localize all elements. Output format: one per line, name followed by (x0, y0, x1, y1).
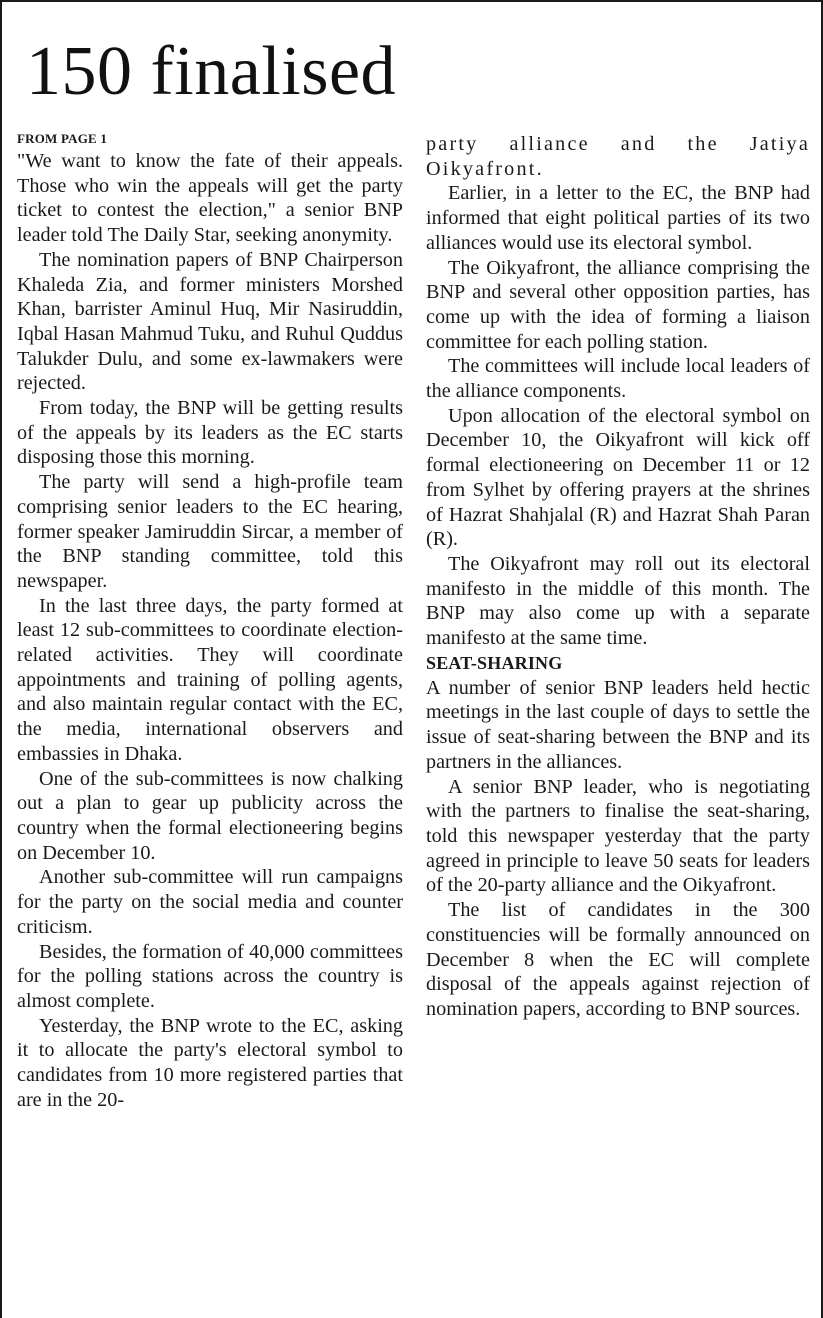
headline: 150 finalised (26, 33, 397, 110)
paragraph: The committees will include local leaders of the alliance components. (426, 355, 810, 403)
paragraph: Besides, the formation of 40,000 committees for the polling stations across the country is almost complete. (17, 940, 403, 1012)
article-column-left (17, 129, 403, 1112)
paragraph: One of the sub-committees is now chalking out a plan to gear up publicity across the country when the formal electioneering begins on December 10. (17, 767, 403, 864)
dateline: FROM PAGE 1 (17, 131, 108, 146)
paragraph: From today, the BNP will be getting results of the appeals by its leaders as the EC starts disposing those this morning. (17, 397, 403, 469)
paragraph: The list of candidates in the 300 constituencies will be formally announced on December 8 when the EC will complete disposal of the appeals against rejection of nomination papers, according to BNP sources. (426, 899, 810, 1020)
paragraph: The Oikyafront, the alliance comprising the BNP and several other opposition parties, has come up with the idea of forming a liaison committee for each polling station. (426, 256, 810, 353)
paragraph: "We want to know the fate of their appeals. Those who win the appeals will get the party ticket to contest the election," a senior BNP leader told The Daily Star, seeking anonymity. (17, 150, 403, 247)
paragraph: A number of senior BNP leaders held hectic meetings in the last couple of days to settle the issue of seat-sharing between the BNP and its partners in the alliances. (426, 676, 810, 773)
paragraph: Earlier, in a letter to the EC, the BNP had informed that eight political parties of its two alliances would use its electoral symbol. (426, 182, 810, 254)
subhead: SEAT-SHARING (426, 652, 563, 673)
paragraph: Another sub-committee will run campaigns for the party on the social media and counter criticism. (17, 866, 403, 938)
paragraph: The nomination papers of BNP Chairperson Khaleda Zia, and former ministers Morshed Khan, barrister Aminul Huq, Mir Nasiruddin, Iqbal Hasan Mahmud Tuku, and Ruhul Quddus Talukder Dulu, and some ex-lawmakers were rejected. (17, 248, 403, 395)
paragraph: In the last three days, the party formed at least 12 sub-committees to coordinate election-related activities. They will coordinate appointments and training of polling agents, and also maintain regular contact with the EC, the media, international observers and embassies in Dhaka. (17, 594, 403, 765)
paragraph: Yesterday, the BNP wrote to the EC, asking it to allocate the party's electoral symbol to candidates from 10 more registered parties that are in the 20- (17, 1014, 403, 1111)
paragraph: The Oikyafront may roll out its electoral manifesto in the middle of this month. The BNP may also come up with a separate manifesto at the same time. (426, 552, 810, 650)
continuation-paragraph: party alliance and the Jatiya Oikyafront. (426, 133, 810, 180)
paragraph: A senior BNP leader, who is negotiating with the partners to finalise the seat-sharing, told this newspaper yesterday that the party agreed in principle to leave 50 seats for leaders of the 20-party alliance and the Oikyafront. (426, 775, 810, 897)
paragraph: Upon allocation of the electoral symbol on December 10, the Oikyafront will kick off formal electioneering on December 11 or 12 from Sylhet by offering prayers at the shrines of Hazrat Shahjalal (R) and Hazrat Shah Paran (R). (426, 404, 810, 551)
paragraph: The party will send a high-profile team comprising senior leaders to the EC hearing, former speaker Jamiruddin Sircar, a member of the BNP standing committee, told this newspaper. (17, 471, 403, 592)
article-column-right (426, 132, 810, 1022)
